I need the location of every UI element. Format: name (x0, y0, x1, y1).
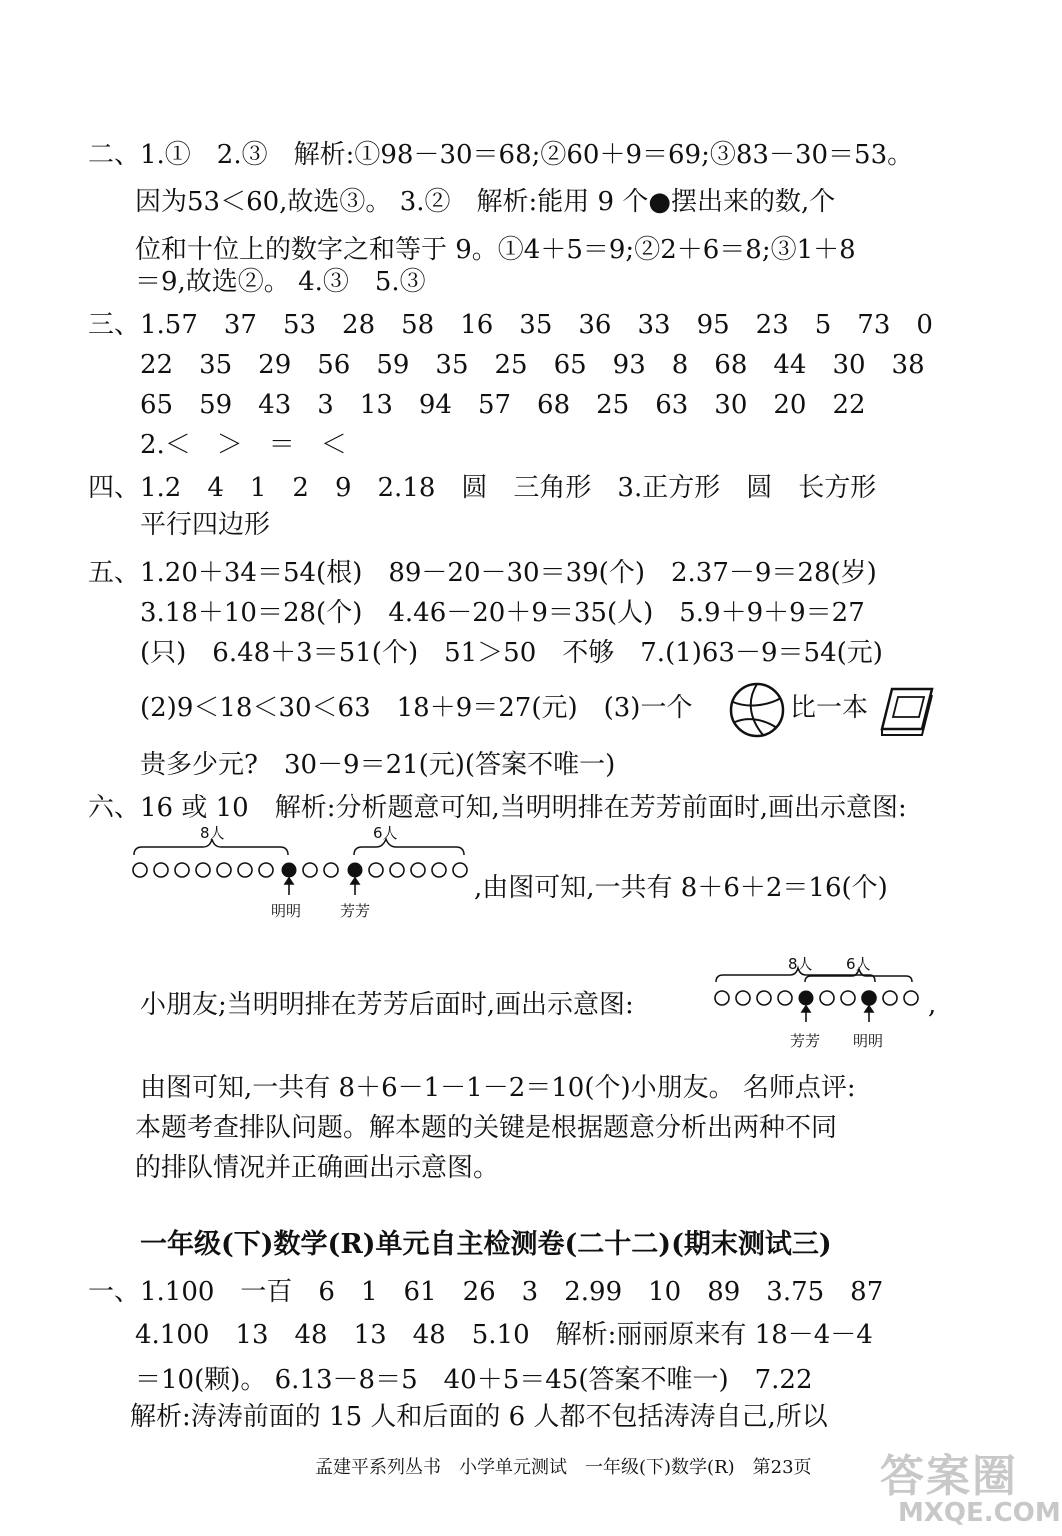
queue-diagram-2 (710, 960, 930, 1040)
sec5-line5: 贵多少元? 30－9＝21(元)(答案不唯一) (140, 750, 616, 780)
sec6-line3: 小朋友;当明明排在芳芳后面时,画出示意图: (140, 990, 634, 1020)
sec5-line4a: (2)9＜18＜30＜63 18＋9＝27(元) (3)一个 (140, 693, 693, 723)
sec6-line2: ,由图可知,一共有 8＋6＋2＝16(个) (474, 873, 888, 903)
sec6-line3-end: , (928, 990, 937, 1020)
part1-line1: 一、1.100 一百 6 1 61 26 3 2.99 10 89 3.75 87 (88, 1277, 884, 1307)
part1-line2: 4.100 13 48 13 48 5.10 解析:丽丽原来有 18－4－4 (135, 1320, 873, 1350)
sec3-line3: 65 59 43 3 13 94 57 68 25 63 30 20 22 (140, 390, 866, 420)
sec2-line1: 二、1.① 2.③ 解析:①98－30＝68;②60＋9＝69;③83－30＝53。 (88, 140, 914, 170)
sec5-line2: 3.18＋10＝28(个) 4.46－20＋9＝35(人) 5.9＋9＋9＝27 (140, 598, 865, 628)
page-footer: 孟建平系列丛书 小学单元测试 一年级(下)数学(R) 第23页 (315, 1457, 812, 1478)
diagram2-fangfang-label: 芳芳 (790, 1032, 821, 1050)
page-heading: 一年级(下)数学(R)单元自主检测卷(二十二)(期末测试三) (140, 1229, 832, 1260)
sec2-line4: ＝9,故选②。 4.③ 5.③ (135, 267, 426, 297)
diagram1-left-count: 8人 (200, 824, 225, 842)
sec4-line1: 四、1.2 4 1 2 9 2.18 圆 三角形 3.正方形 圆 长方形 (88, 473, 877, 503)
diagram1-fangfang-label: 芳芳 (340, 902, 371, 920)
sec2-line3: 位和十位上的数字之和等于 9。①4＋5＝9;②2＋6＝8;③1＋8 (135, 235, 856, 265)
sec2-line2: 因为53＜60,故选③。 3.② 解析:能用 9 个●摆出来的数,个 (135, 187, 836, 217)
part1-line4: 解析:涛涛前面的 15 人和后面的 6 人都不包括涛涛自己,所以 (130, 1402, 828, 1432)
sec5-line1: 五、1.20＋34＝54(根) 89－20－30＝39(个) 2.37－9＝28(岁) (88, 558, 877, 588)
sec6-line5: 本题考查排队问题。解本题的关键是根据题意分析出两种不同 (135, 1113, 838, 1143)
book-icon (878, 683, 938, 741)
diagram1-mingming-label: 明明 (271, 902, 302, 920)
diagram1-right-count: 6人 (373, 824, 398, 842)
diagram2-mingming-label: 明明 (853, 1032, 884, 1050)
watermark-bottom: MXQE.COM (898, 1498, 1061, 1528)
watermark-top: 答案圈 (880, 1451, 1018, 1502)
sec3-line1: 三、1.57 37 53 28 58 16 35 36 33 95 23 5 73 0 (88, 310, 933, 340)
volleyball-icon (727, 680, 787, 740)
diagram2-left-count: 8人 (788, 955, 813, 973)
sec3-line2: 22 35 29 56 59 35 25 65 93 8 68 44 30 38 (140, 350, 925, 380)
sec6-line1: 六、16 或 10 解析:分析题意可知,当明明排在芳芳前面时,画出示意图: (88, 793, 907, 823)
sec6-line4: 由图可知,一共有 8＋6－1－1－2＝10(个)小朋友。 名师点评: (140, 1073, 856, 1103)
sec6-line6: 的排队情况并正确画出示意图。 (135, 1153, 500, 1183)
sec5-line4b: 比一本 (790, 693, 869, 723)
diagram2-right-count: 6人 (846, 955, 871, 973)
part1-line3: ＝10(颗)。 6.13－8＝5 40＋5＝45(答案不唯一) 7.22 (135, 1365, 813, 1395)
watermark (880, 1440, 1061, 1530)
sec4-line2: 平行四边形 (140, 510, 271, 540)
sec3-line4: 2.＜ ＞ ＝ ＜ (140, 430, 347, 460)
sec5-line3: (只) 6.48＋3＝51(个) 51＞50 不够 7.(1)63－9＝54(元) (140, 638, 883, 668)
